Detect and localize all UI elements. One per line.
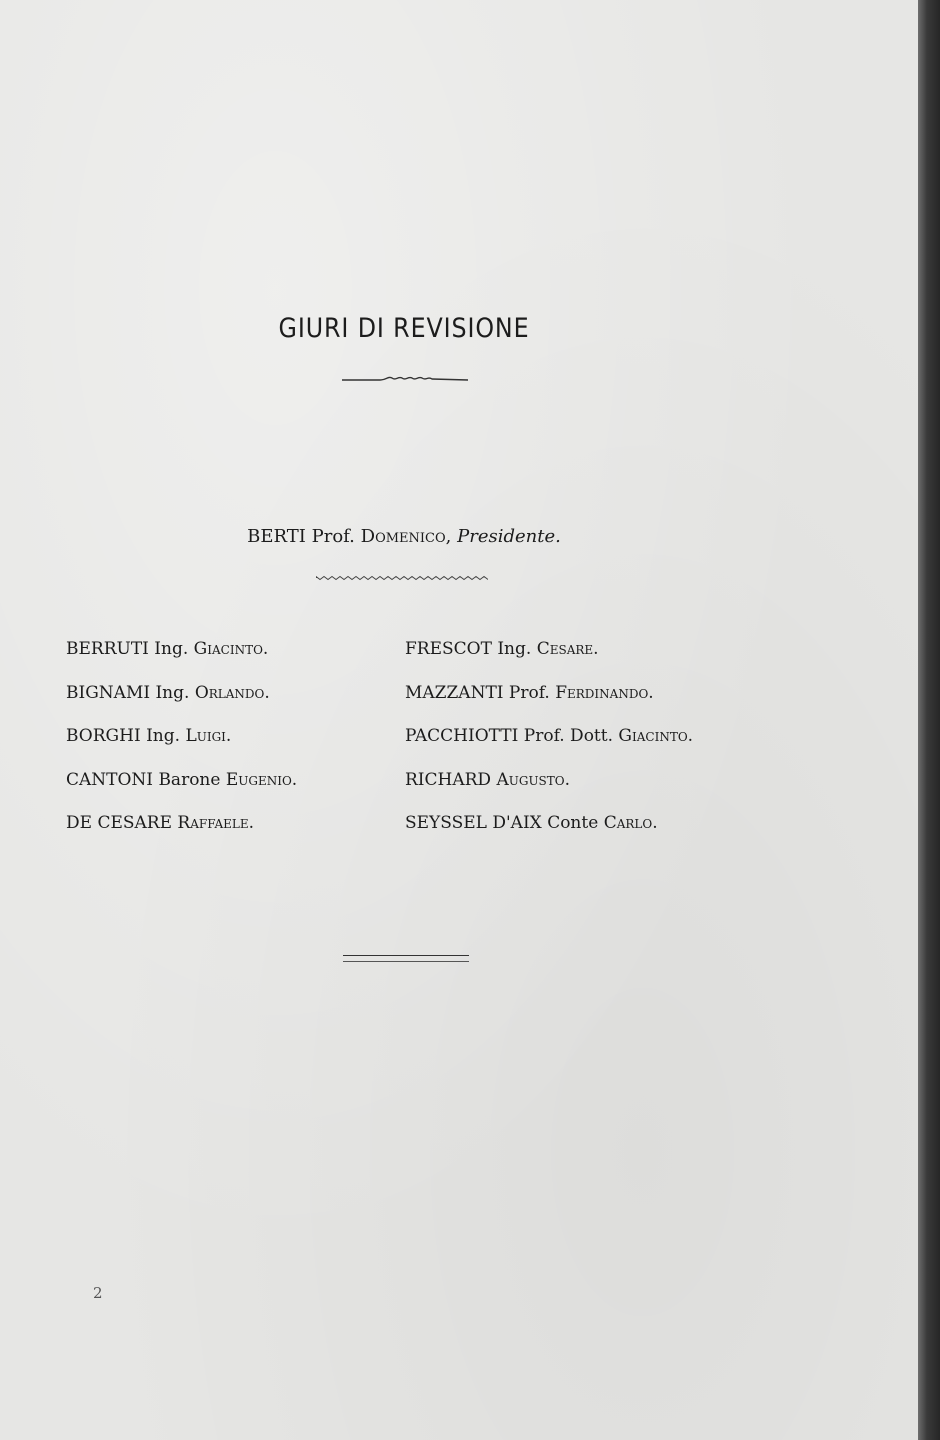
bleed-through-ghost (255, 252, 275, 320)
member-entry: MAZZANTI Prof. Ferdinando. (405, 682, 654, 703)
member-entry: RICHARD Augusto. (405, 769, 571, 790)
member-entry: FRESCOT Ing. Cesare. (405, 639, 599, 659)
president-given-name: Domenico, (360, 526, 452, 547)
member-entry: PACCHIOTTI Prof. Dott. Giacinto. (405, 726, 694, 746)
member-entry: BERRUTI Ing. Giacinto. (66, 639, 269, 659)
president-line (0, 526, 808, 547)
member-entry: BORGHI Ing. Luigi. (66, 726, 232, 746)
page-title: GIURI DI REVISIONE (278, 313, 530, 344)
member-entry: CANTONI Barone Eugenio. (66, 769, 298, 790)
page-edge-shadow (918, 0, 940, 1440)
president-title: Prof. (311, 526, 355, 547)
double-rule-divider (343, 955, 469, 962)
president-role: Presidente. (457, 526, 561, 547)
member-entry: DE CESARE Raffaele. (66, 813, 255, 833)
members-left-column (66, 628, 297, 846)
title-ornament (340, 372, 470, 386)
member-entry: BIGNAMI Ing. Orlando. (66, 682, 270, 703)
wavy-divider (316, 574, 488, 582)
members-right-column (405, 628, 693, 846)
page-number: 2 (93, 1284, 103, 1302)
member-entry: SEYSSEL D'AIX Conte Carlo. (405, 813, 658, 833)
president-surname: BERTI (247, 526, 306, 547)
